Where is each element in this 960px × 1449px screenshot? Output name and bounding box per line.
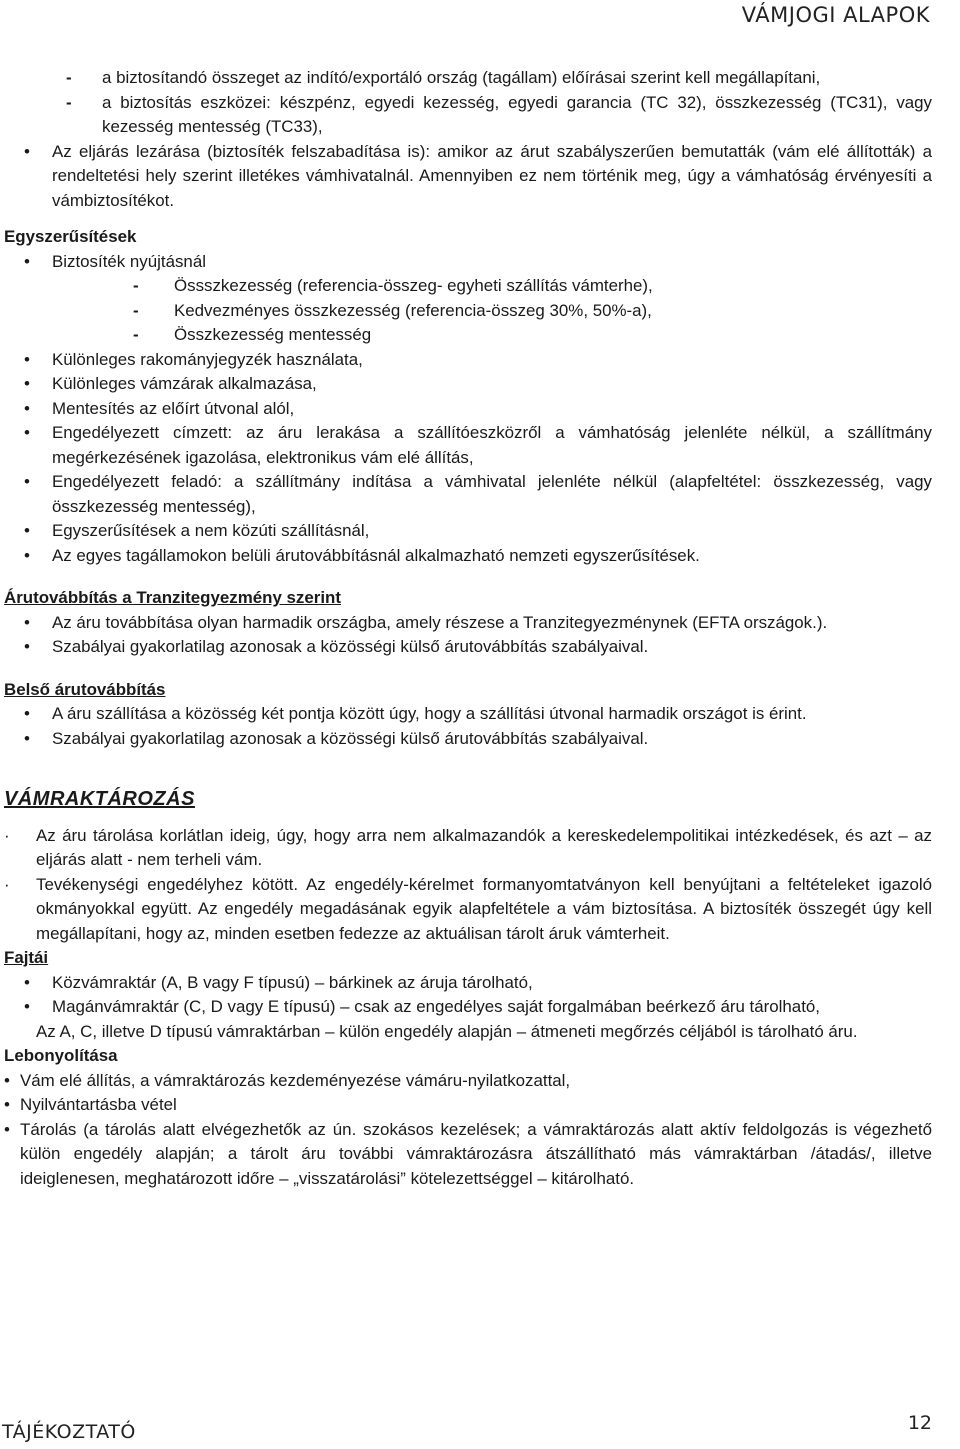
section-heading-handling: Lebonyolítása <box>4 1046 118 1065</box>
list-item <box>4 299 932 324</box>
bullet-marker: • <box>24 472 30 491</box>
list-item-text: Különleges rakományjegyzék használata, <box>52 349 363 369</box>
list-item <box>4 727 932 752</box>
list-item-text: Egyszerűsítések a nem közúti szállításnál, <box>52 521 370 540</box>
list-item <box>4 544 932 569</box>
dash-marker: - <box>133 325 139 344</box>
list-item-text: a biztosítandó összeget az indító/exportáló ország (tagállam) előírásai szerint kell megállapítani, <box>102 68 821 87</box>
list-item <box>4 971 932 996</box>
list-item <box>4 397 932 422</box>
list-item <box>4 250 932 275</box>
document-body <box>4 66 932 1191</box>
page-footer-label: TÁJÉKOZTATÓ <box>2 1421 136 1443</box>
list-item-text: a biztosítás eszközei: készpénz, egyedi kezesség, egyedi garancia (TC 32), összkezesség (TC31), vagy kezesség mentesség (TC33), <box>102 92 932 136</box>
bullet-marker: • <box>24 704 30 723</box>
list-item-text: Szabályai gyakorlatilag azonosak a közösségi külső árutovábbítás szabályaival. <box>52 637 649 656</box>
bullet-marker: • <box>24 398 30 418</box>
bullet-marker: • <box>24 423 30 442</box>
bullet-marker: • <box>24 972 30 992</box>
list-item-text: Az áru továbbítása olyan harmadik országba, amely részese a Tranzitegyezménynek (EFTA országok.). <box>52 612 828 632</box>
list-item-text: A áru szállítása a közösség két pontja között úgy, hogy a szállítási útvonal harmadik országot is érint. <box>52 704 807 723</box>
dot-marker: · <box>4 874 10 894</box>
list-item-text: Tevékenységi engedélyhez kötött. Az engedély-kérelmet formanyomtatványon kell benyújtani a feltételeket igazoló okmányokkal együtt. Az engedély megadásának egyik alapfeltétele a vám biztosítása. A biztosíték összegét úgy kell megállapítani, hogy az, minden esetben fedezze az aktuálisan tárolt áruk vámterheit. <box>36 874 932 943</box>
list-item <box>4 470 932 519</box>
section-heading-transit: Árutovábbítás a Tranzitegyezmény szerint <box>4 588 341 607</box>
list-item-text: Összkezesség mentesség <box>174 325 372 344</box>
list-item-text: Vám elé állítás, a vámraktározás kezdeményezése vámáru-nyilatkozattal, <box>20 1070 571 1090</box>
list-item <box>4 140 932 214</box>
list-item <box>4 611 932 636</box>
list-item <box>4 873 932 947</box>
list-item-text: Szabályai gyakorlatilag azonosak a közösségi külső árutovábbítás szabályaival. <box>52 728 649 748</box>
bullet-marker: • <box>24 545 30 565</box>
list-item-text: Engedélyezett címzett: az áru lerakása a szállítóeszközről a vámhatóság jelenléte nélkül, a szállítmány megérkezésének igazolása, elektronikus vám elé állítás, <box>52 423 932 467</box>
list-item-text: Az egyes tagállamokon belüli árutovábbításnál alkalmazható nemzeti egyszerűsítések. <box>52 545 700 565</box>
bullet-marker: • <box>24 637 30 656</box>
list-item-text: Magánvámraktár (C, D vagy E típusú) – csak az engedélyes saját forgalmában beérkező áru tárolható, <box>52 997 820 1016</box>
list-item-text: Az eljárás lezárása (biztosíték felszabadítása is): amikor az árut szabályszerűen bemutatták (vám elé állították) a rendeltetési hely szerint illetékes vámhivatalnál. Amennyiben ez nem történik meg, úgy a vámhatóság érvényesíti a vámbiztosítékot. <box>52 141 932 210</box>
list-item <box>4 702 932 727</box>
list-item-text: Mentesítés az előírt útvonal alól, <box>52 398 295 418</box>
bullet-marker: • <box>24 251 30 271</box>
list-item-text: Közvámraktár (A, B vagy F típusú) – bárkinek az áruja tárolható, <box>52 972 533 992</box>
list-item <box>4 519 932 544</box>
page-header: VÁMJOGI ALAPOK <box>741 3 930 27</box>
list-item <box>4 274 932 299</box>
bullet-marker: • <box>24 141 30 161</box>
bullet-marker: • <box>24 521 30 540</box>
list-item <box>4 1069 932 1094</box>
list-item <box>4 1093 932 1118</box>
bullet-marker: • <box>24 349 30 369</box>
bullet-marker: • <box>4 1119 10 1139</box>
bullet-marker: • <box>24 728 30 748</box>
bullet-marker: • <box>4 1070 10 1090</box>
list-item-text: Biztosíték nyújtásnál <box>52 251 206 271</box>
dash-marker: - <box>66 92 72 112</box>
types-note: Az A, C, illetve D típusú vámraktárban – külön engedély alapján – átmeneti megőrzés céljából is tárolható áru. <box>36 1021 858 1041</box>
list-item <box>4 66 932 91</box>
dot-marker: · <box>4 825 10 845</box>
dash-marker: - <box>133 276 139 295</box>
list-item-text: Nyilvántartásba vétel <box>20 1095 177 1114</box>
list-item-text: Engedélyezett feladó: a szállítmány indítása a vámhivatal jelenléte nélkül (alapfeltétel: összkezesség, vagy összkezesség mentesség), <box>52 472 932 516</box>
section-heading-customs-warehousing: VÁMRAKTÁROZÁS <box>4 788 195 810</box>
list-item-text: Az áru tárolása korlátlan ideig, úgy, hogy arra nem alkalmazandók a kereskedelempolitikai intézkedések, és azt – az eljárás alatt - nem terheli vám. <box>36 825 932 869</box>
section-heading-types: Fajtái <box>4 948 49 967</box>
bullet-marker: • <box>4 1095 10 1114</box>
section-heading-internal-transit: Belső árutovábbítás <box>4 679 166 699</box>
list-item-text: Össszkezesség (referencia-összeg- egyheti szállítás vámterhe), <box>174 276 653 295</box>
dash-marker: - <box>66 68 72 87</box>
list-item <box>4 635 932 660</box>
dash-marker: - <box>133 300 139 320</box>
section-heading-simplifications: Egyszerűsítések <box>4 227 137 246</box>
list-item <box>4 421 932 470</box>
bullet-marker: • <box>24 374 30 393</box>
list-item <box>4 824 932 873</box>
list-item <box>4 348 932 373</box>
list-item-text: Különleges vámzárak alkalmazása, <box>52 374 317 393</box>
list-item <box>4 1118 932 1192</box>
list-item <box>4 323 932 348</box>
page-number: 12 <box>907 1412 932 1434</box>
list-item <box>4 995 932 1020</box>
list-item <box>4 372 932 397</box>
list-item-text: Tárolás (a tárolás alatt elvégezhetők az ún. szokásos kezelések; a vámraktározás alatt aktív feldolgozás is végezhető külön engedély alapján; a tárolt áru további vámraktározásra átszállítható más vámraktárban /átadás/, illetve ideiglenesen, meghatározott időre – „visszatárolási” kötelezettséggel – kitárolható. <box>20 1119 932 1188</box>
bullet-marker: • <box>24 997 30 1016</box>
list-item-text: Kedvezményes összkezesség (referencia-összeg 30%, 50%-a), <box>174 300 652 320</box>
bullet-marker: • <box>24 612 30 632</box>
list-item <box>4 91 932 140</box>
